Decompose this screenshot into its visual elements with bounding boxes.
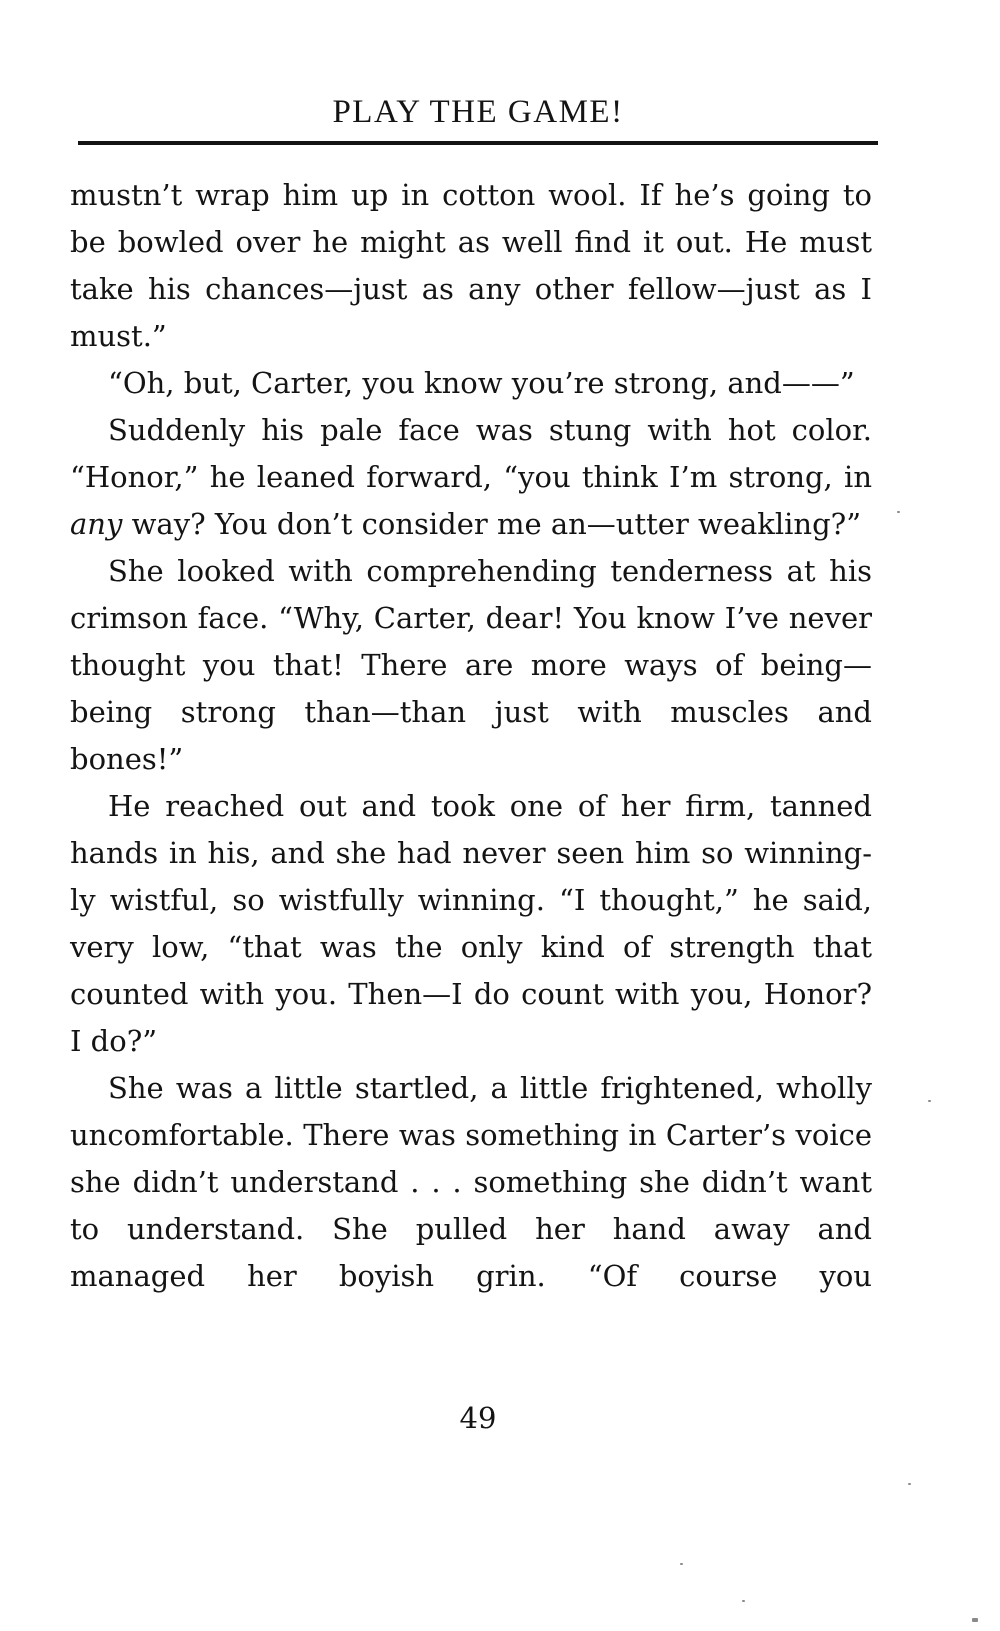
- paragraph-text: He reached out and took one of her firm, tanned hands in his, and she had never seen him so winning-ly wistful, so wistfully winning. “I thought,” he said, very low, “that was the only kind of strength that counted with you. Then—I do count with you, Honor? I do?”: [70, 789, 872, 1058]
- paper-speck: [742, 1600, 745, 1602]
- paragraph-text: She looked with comprehending tenderness at his crimson face. “Why, Carter, dear! You know I’ve never thought you that! There are more ways of being—being strong than—than just with muscles and bones!”: [70, 554, 872, 776]
- running-head: PLAY THE GAME!: [332, 94, 624, 130]
- paragraph-text: way? You don’t consider me an—utter weakling?”: [122, 507, 862, 541]
- paper-speck: [972, 1618, 978, 1622]
- paper-speck: [897, 511, 900, 513]
- paragraph: [70, 1065, 872, 1300]
- paragraph: [70, 360, 872, 407]
- paper-speck: [680, 1563, 683, 1565]
- paragraph: [70, 172, 872, 360]
- paragraph-text: “Oh, but, Carter, you know you’re strong, and——”: [108, 366, 855, 400]
- paragraph-text: mustn’t wrap him up in cotton wool. If he’s going to be bowled over he might as well find it out. He must take his chances—just as any other fellow—just as I must.”: [70, 178, 872, 353]
- paper-speck: [908, 1483, 911, 1485]
- body-text: [70, 172, 872, 1300]
- page-number: 49: [459, 1401, 497, 1435]
- emphasis-text: any: [70, 507, 123, 541]
- header-rule: [78, 141, 878, 145]
- paragraph-text: Suddenly his pale face was stung with hot color. “Honor,” he leaned forward, “you think I’m strong, in: [70, 413, 872, 494]
- paragraph-text: She was a little startled, a little frightened, wholly uncomfortable. There was something in Carter’s voice she didn’t understand . . . something she didn’t want to understand. She pulled her hand away and managed her boyish grin. “Of course you: [70, 1071, 872, 1293]
- paragraph: [70, 407, 872, 548]
- paragraph: [70, 783, 872, 1065]
- paragraph: [70, 548, 872, 783]
- paper-speck: [928, 1100, 931, 1102]
